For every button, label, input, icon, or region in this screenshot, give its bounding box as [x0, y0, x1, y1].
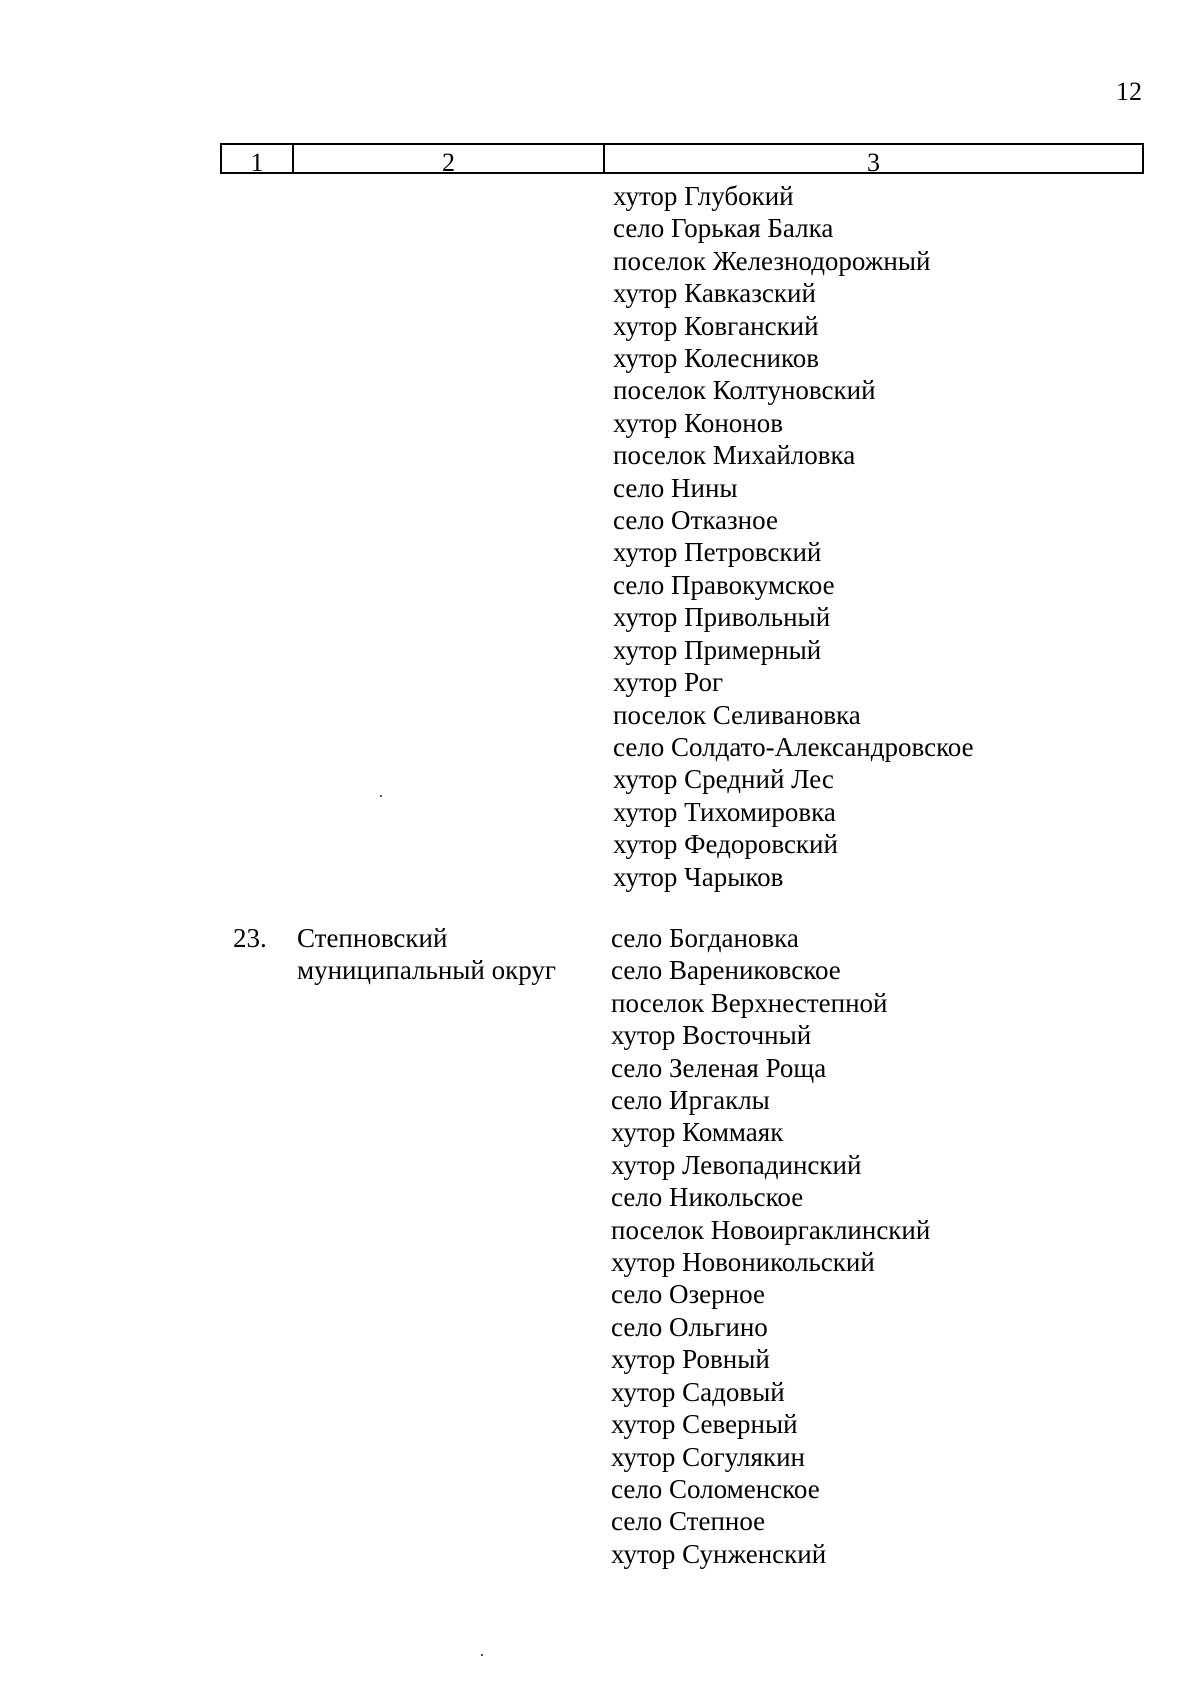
- district-name-line-2: муниципальный округ: [297, 955, 556, 986]
- list-item: хутор Примерный: [613, 634, 822, 665]
- column-header-1: 1: [222, 145, 294, 172]
- list-item: хутор Чарыков: [613, 861, 784, 892]
- list-item: хутор Кононов: [613, 407, 783, 438]
- list-item: хутор Северный: [611, 1409, 798, 1440]
- column-header-3: 3: [867, 148, 880, 177]
- list-item: село Отказное: [613, 505, 778, 536]
- page-number: 12: [1116, 77, 1142, 106]
- list-item: село Никольское: [611, 1182, 804, 1213]
- list-item: хутор Сунженский: [611, 1538, 827, 1569]
- list-item: хутор Петровский: [613, 537, 822, 568]
- list-item: село Правокумское: [613, 569, 835, 600]
- list-item: село Соломенское: [611, 1473, 820, 1504]
- list-item: хутор Федоровский: [613, 829, 838, 860]
- list-item: село Горькая Балка: [613, 213, 834, 244]
- list-item: село Нины: [613, 472, 738, 503]
- list-item: село Варениковское: [611, 955, 841, 986]
- list-item: хутор Согулякин: [611, 1441, 805, 1472]
- list-item: село Ольгино: [611, 1311, 768, 1342]
- list-item: село Озерное: [611, 1279, 765, 1310]
- list-item: хутор Садовый: [611, 1376, 785, 1407]
- list-item: село Солдато-Александровское: [613, 731, 974, 762]
- list-item: хутор Ковганский: [613, 310, 819, 341]
- list-item: хутор Коммаяк: [611, 1117, 784, 1148]
- list-item: хутор Кавказский: [613, 278, 816, 309]
- list-item: село Иргаклы: [611, 1085, 770, 1116]
- list-item: хутор Глубокий: [613, 181, 794, 211]
- list-item: хутор Ровный: [611, 1344, 770, 1375]
- list-item: хутор Привольный: [613, 602, 831, 633]
- scan-speck: [380, 795, 382, 797]
- list-item: хутор Левопадинский: [611, 1149, 862, 1180]
- list-item: поселок Железнодорожный: [613, 245, 931, 276]
- list-item: хутор Колесников: [613, 343, 819, 374]
- list-item: хутор Рог: [613, 667, 724, 698]
- list-item: хутор Новоникольский: [611, 1247, 875, 1278]
- column-header-2: 2: [294, 145, 605, 172]
- table-header: [220, 143, 1144, 177]
- list-item: поселок Колтуновский: [613, 375, 876, 406]
- list-item: хутор Тихомировка: [613, 796, 836, 827]
- scan-speck: [481, 1654, 483, 1656]
- list-item: хутор Средний Лес: [613, 764, 834, 795]
- list-item: село Степное: [611, 1506, 766, 1537]
- list-item: поселок Михайловка: [613, 440, 856, 471]
- list-item: поселок Селивановка: [613, 699, 861, 730]
- district-name-line-1: Степновский: [297, 923, 448, 953]
- list-item: хутор Восточный: [611, 1020, 812, 1051]
- list-item: поселок Новоиргаклинский: [611, 1214, 931, 1245]
- row-number: 23.: [233, 923, 267, 953]
- list-item: село Богдановка: [611, 923, 799, 953]
- list-item: село Зеленая Роща: [611, 1052, 827, 1083]
- district-settlements-list: [611, 922, 930, 1570]
- district-name: [297, 922, 556, 987]
- continued-settlements-list: [613, 180, 974, 893]
- list-item: поселок Верхнестепной: [611, 987, 888, 1018]
